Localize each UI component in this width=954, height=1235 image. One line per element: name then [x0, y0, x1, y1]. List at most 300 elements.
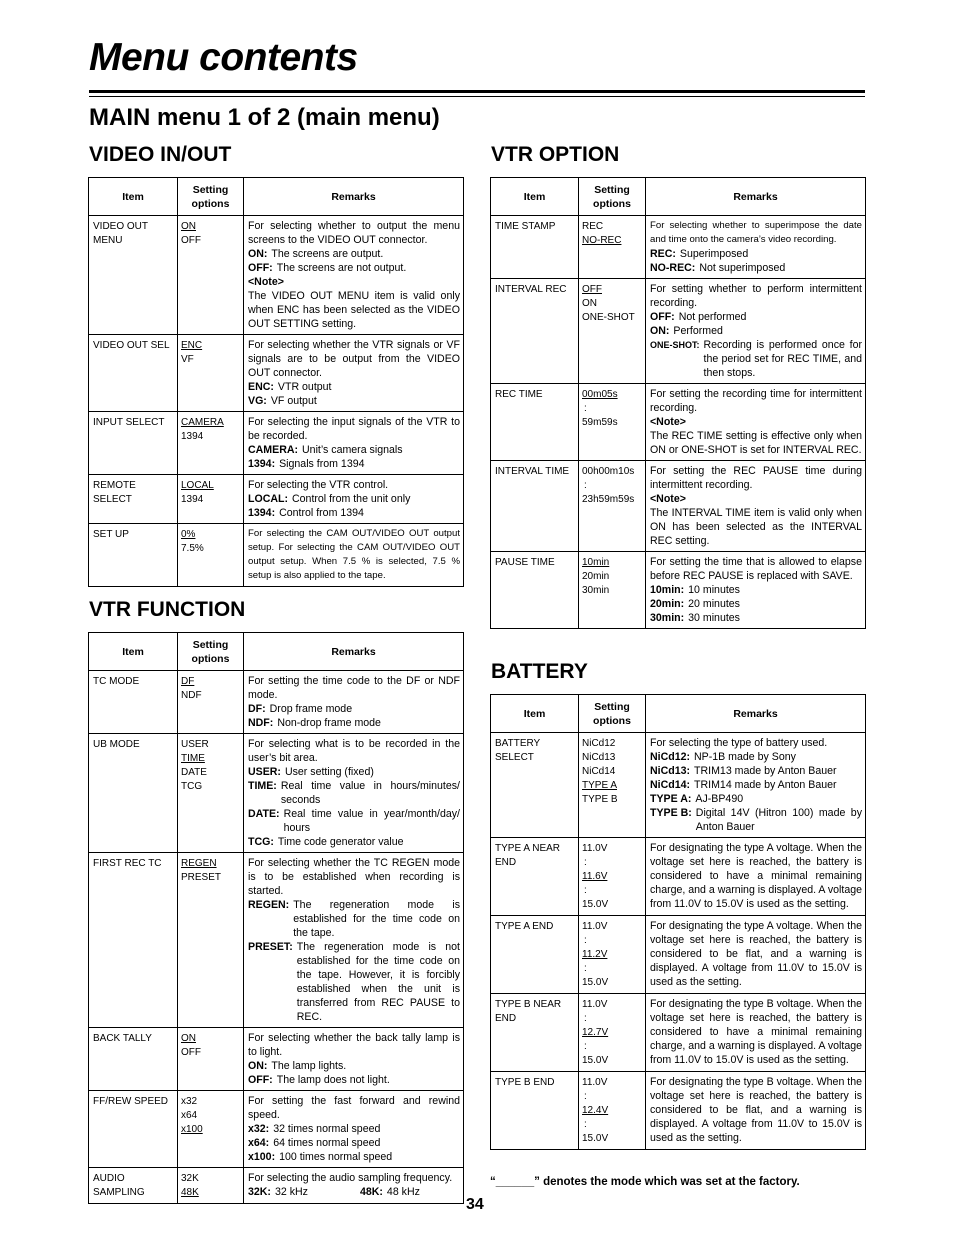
main-menu-heading: MAIN menu 1 of 2 (main menu): [89, 104, 440, 131]
setting-option: x64: [181, 1110, 198, 1121]
setting-option: :: [584, 857, 587, 868]
option-value: Control from 1394: [279, 507, 364, 519]
option-value: Recording is performed once for the period set for REC TIME, and then stops.: [703, 339, 862, 379]
remarks: [244, 671, 464, 734]
remarks-description: For setting the REC PAUSE time during intermittent recording.: [650, 465, 862, 491]
option-definition: [248, 261, 460, 275]
setting-options: [579, 838, 646, 916]
option-key: x100:: [248, 1151, 276, 1163]
table-row: [491, 994, 866, 1072]
option-definition: [650, 750, 862, 764]
setting-option: NiCd14: [582, 766, 616, 777]
column-header-remarks: Remarks: [244, 633, 464, 671]
page-title: Menu contents: [89, 36, 358, 79]
option-value: 32 kHz: [274, 1186, 308, 1198]
remarks: [646, 552, 866, 629]
option-value: Drop frame mode: [269, 703, 353, 715]
item-name: AUDIO SAMPLING: [89, 1168, 178, 1204]
remarks-description: For setting the fast forward and rewind speed.: [248, 1095, 460, 1121]
option-value: The lamp does not light.: [276, 1074, 390, 1086]
option-value: Not superimposed: [699, 262, 786, 274]
column-header-remarks: Remarks: [646, 178, 866, 216]
table-row: [89, 853, 464, 1028]
option-value: Control from the unit only: [292, 493, 411, 505]
setting-options: [178, 524, 244, 587]
setting-option: 48K: [181, 1187, 199, 1198]
remarks-description: For designating the type B voltage. When the voltage set here is reached, the battery is considered to be flat, and a warning is displayed. A voltage from 11.0V to 15.0V is used as the setting.: [650, 1076, 863, 1144]
option-value: Non-drop frame mode: [277, 717, 381, 729]
remarks: [646, 461, 866, 552]
setting-option: 23h59m59s: [582, 494, 635, 505]
option-value: VTR output: [277, 381, 332, 393]
video-inout-heading: VIDEO IN/OUT: [89, 143, 232, 166]
setting-options: [178, 671, 244, 734]
setting-options: [178, 412, 244, 475]
note-label: <Note>: [650, 493, 686, 505]
setting-option: 10min: [582, 557, 610, 568]
setting-options: [178, 475, 244, 524]
option-key: ONE-SHOT:: [650, 340, 700, 350]
remarks-description: For setting the recording time for intermittent recording.: [650, 388, 862, 414]
setting-option: 00h00m10s: [582, 466, 635, 477]
option-value: Not performed: [678, 311, 747, 323]
remarks: [244, 734, 464, 853]
remarks-description: For selecting the audio sampling frequency.: [248, 1172, 453, 1184]
option-definition: [248, 765, 460, 779]
option-definition: [650, 778, 862, 792]
setting-option: 32K: [181, 1173, 199, 1184]
option-definition: [248, 835, 460, 849]
setting-option: OFF: [181, 235, 201, 246]
remarks-description: For setting whether to perform intermittent recording.: [650, 283, 862, 309]
note-text: The REC TIME setting is effective only when ON or ONE-SHOT is set for INTERVAL REC.: [650, 430, 862, 456]
setting-option: CAMERA: [181, 417, 224, 428]
setting-options: [178, 335, 244, 412]
remarks: [244, 524, 464, 587]
remarks: [244, 335, 464, 412]
setting-option: 00m05s: [582, 389, 618, 400]
setting-options: [579, 994, 646, 1072]
option-definition: [650, 583, 862, 597]
option-key: NiCd12:: [650, 751, 691, 763]
option-definition: [650, 792, 862, 806]
option-definition: [248, 807, 460, 835]
setting-option: OFF: [181, 1047, 201, 1058]
setting-option: :: [584, 1041, 587, 1052]
remarks: [244, 412, 464, 475]
option-key: ON:: [248, 1060, 268, 1072]
setting-option: :: [584, 403, 587, 414]
option-value: NP-1B made by Sony: [694, 751, 796, 763]
option-definition: [248, 1122, 460, 1136]
item-name: INPUT SELECT: [89, 412, 178, 475]
option-definition: [248, 1136, 460, 1150]
setting-option: NDF: [181, 690, 202, 701]
option-key: REGEN:: [248, 899, 290, 911]
option-value: 100 times normal speed: [279, 1151, 393, 1163]
table-row: [89, 1168, 464, 1204]
setting-option: x100: [181, 1124, 203, 1135]
option-key: NiCd13:: [650, 765, 691, 777]
column-header-remarks: Remarks: [646, 695, 866, 733]
option-value: Real time value in hours/minutes/ seconds: [280, 780, 460, 806]
option-value: 10 minutes: [688, 584, 740, 596]
option-key: 20min:: [650, 598, 685, 610]
remarks-description: For selecting the type of battery used.: [650, 737, 828, 749]
option-value: The lamp lights.: [271, 1060, 347, 1072]
option-definition: [650, 806, 862, 834]
option-value: VF output: [270, 395, 317, 407]
option-definition: [650, 324, 862, 338]
item-name: PAUSE TIME: [491, 552, 579, 629]
setting-options: [579, 279, 646, 384]
option-key: VG:: [248, 395, 267, 407]
battery-rows: [491, 733, 866, 1150]
setting-option: ONE-SHOT: [582, 312, 635, 323]
table-row: [491, 384, 866, 461]
setting-options: [178, 1028, 244, 1091]
remarks: [646, 384, 866, 461]
setting-option: 15.0V: [582, 1133, 609, 1144]
setting-options: [178, 853, 244, 1028]
remarks-description: For selecting the VTR control.: [248, 479, 389, 491]
setting-option: 11.0V: [582, 999, 608, 1010]
remarks-description: For setting the time code to the DF or NDF mode.: [248, 675, 460, 701]
remarks-description: For selecting whether the back tally lamp is to light.: [248, 1032, 460, 1058]
option-definition: [248, 506, 460, 520]
option-definition: [248, 779, 460, 807]
setting-option: 1394: [181, 494, 204, 505]
option-key: DATE:: [248, 808, 280, 820]
setting-option: 12.7V: [582, 1027, 609, 1038]
setting-option: NO-REC: [582, 235, 622, 246]
table-row: [89, 335, 464, 412]
item-name: TYPE A NEAR END: [491, 838, 579, 916]
option-key: REC:: [650, 248, 676, 260]
setting-option: OFF: [582, 284, 602, 295]
setting-option: 7.5%: [181, 543, 204, 554]
item-name: BACK TALLY: [89, 1028, 178, 1091]
remarks: [646, 1072, 866, 1150]
vtr-option-rows: [491, 216, 866, 629]
setting-option: NiCd12: [582, 738, 616, 749]
setting-options: [579, 461, 646, 552]
item-name: VIDEO OUT SEL: [89, 335, 178, 412]
setting-options: [579, 916, 646, 994]
option-key: NDF:: [248, 717, 274, 729]
remarks-description: For designating the type A voltage. When the voltage set here is reached, the battery is considered to be flat, and a warning is displayed. A voltage from 11.0V to 15.0V is used as the setting.: [650, 920, 862, 988]
remarks-description: For selecting whether to output the menu screens to the VIDEO OUT connector.: [248, 220, 460, 246]
setting-option: :: [584, 1013, 587, 1024]
option-definition: [650, 597, 862, 611]
setting-option: 1394: [181, 431, 204, 442]
item-name: TC MODE: [89, 671, 178, 734]
setting-options: [579, 552, 646, 629]
column-header-item: Item: [89, 633, 178, 671]
setting-option: 12.4V: [582, 1105, 609, 1116]
option-value: Real time value in year/month/day/ hours: [283, 808, 460, 834]
remarks-description: For designating the type B voltage. When the voltage set here is reached, the battery is considered to have a minimal remaining charge, and a warning is displayed. A voltage from 11.0V to 15.0V is used as the setting.: [650, 998, 863, 1066]
battery-heading: BATTERY: [491, 660, 588, 683]
option-definition: [248, 394, 460, 408]
option-value: AJ-BP490: [695, 793, 744, 805]
option-definition: [650, 338, 862, 380]
column-header-item: Item: [491, 695, 579, 733]
table-row: [491, 552, 866, 629]
option-definition: [248, 1073, 460, 1087]
option-value: 48 kHz: [386, 1186, 420, 1198]
option-key: 48K:: [359, 1186, 383, 1198]
video-inout-table: [88, 177, 464, 587]
table-row: [491, 733, 866, 838]
option-value: Time code generator value: [277, 836, 404, 848]
table-row: [89, 216, 464, 335]
item-name: TYPE B NEAR END: [491, 994, 579, 1072]
item-name: SET UP: [89, 524, 178, 587]
note-text: The VIDEO OUT MENU item is valid only when ENC has been selected as the VIDEO OUT SETTING setting.: [248, 290, 460, 330]
option-value: 20 minutes: [688, 598, 740, 610]
option-key: OFF:: [650, 311, 675, 323]
remarks: [646, 838, 866, 916]
setting-option: 30min: [582, 585, 610, 596]
option-key: 30min:: [650, 612, 685, 624]
setting-option: VF: [181, 354, 194, 365]
video-inout-rows: [89, 216, 464, 587]
setting-option: TYPE B: [582, 794, 618, 805]
setting-option: ON: [181, 221, 196, 232]
option-value: 64 times normal speed: [273, 1137, 381, 1149]
option-key: USER:: [248, 766, 281, 778]
option-definition: [248, 716, 460, 730]
option-definition: [248, 898, 460, 940]
column-header-setting-options: Setting options: [579, 695, 646, 733]
remarks-description: For selecting the CAM OUT/VIDEO OUT output setup. For selecting the CAM OUT/VIDEO OUT output setup. When 7.5 % is selected, 7.5 % setup is also applied to the tape.: [248, 528, 460, 581]
option-value: The screens are output.: [271, 248, 384, 260]
option-definition: [650, 261, 862, 275]
remarks: [646, 916, 866, 994]
setting-option: 15.0V: [582, 1055, 609, 1066]
table-row: [491, 216, 866, 279]
setting-option: ENC: [181, 340, 203, 351]
option-definition: [248, 443, 460, 457]
table-row: [89, 475, 464, 524]
option-value: The regeneration mode is not established for the time code on the tape. However, it is forcibly established when the unit is transferred from REC PAUSE to REC.: [296, 941, 460, 1023]
setting-option: TYPE A: [582, 780, 618, 791]
setting-option: DATE: [181, 767, 207, 778]
item-name: FF/REW SPEED: [89, 1091, 178, 1168]
table-row: [89, 1091, 464, 1168]
table-row: [491, 1072, 866, 1150]
option-value: Performed: [673, 325, 723, 337]
column-header-setting-options: Setting options: [579, 178, 646, 216]
option-value: Superimposed: [679, 248, 749, 260]
column-header-item: Item: [491, 178, 579, 216]
option-definition: [248, 380, 460, 394]
option-definition: [650, 764, 862, 778]
option-value: Signals from 1394: [279, 458, 365, 470]
setting-option: 59m59s: [582, 417, 618, 428]
option-key: LOCAL:: [248, 493, 289, 505]
remarks-description: For selecting whether the TC REGEN mode is to be established when recording is started.: [248, 857, 460, 897]
remarks: [646, 994, 866, 1072]
setting-option: :: [584, 480, 587, 491]
setting-option: 11.0V: [582, 1077, 608, 1088]
setting-option: 11.2V: [582, 949, 608, 960]
setting-option: :: [584, 1119, 587, 1130]
remarks: [244, 1028, 464, 1091]
setting-options: [579, 384, 646, 461]
remarks: [646, 733, 866, 838]
vtr-option-table: [490, 177, 866, 629]
setting-options: [579, 733, 646, 838]
item-name: INTERVAL TIME: [491, 461, 579, 552]
setting-option: PRESET: [181, 872, 222, 883]
page-number: 34: [466, 1196, 484, 1213]
setting-option: LOCAL: [181, 480, 214, 491]
setting-option: 0%: [181, 529, 196, 540]
title-rule-thin: [89, 96, 865, 97]
setting-options: [579, 216, 646, 279]
option-key: DF:: [248, 703, 266, 715]
option-key: 32K:: [248, 1186, 271, 1198]
option-key: NO-REC:: [650, 262, 696, 274]
setting-option: USER: [181, 739, 209, 750]
battery-table: [490, 694, 866, 1150]
option-key: TCG:: [248, 836, 274, 848]
setting-option: DF: [181, 676, 195, 687]
item-name: VIDEO OUT MENU: [89, 216, 178, 335]
setting-option: 15.0V: [582, 899, 609, 910]
table-row: [491, 838, 866, 916]
table-row: [491, 279, 866, 384]
option-definition: [248, 492, 460, 506]
option-key: 1394:: [248, 458, 276, 470]
remarks-description: For setting the time that is allowed to elapse before REC PAUSE is replaced with SAVE.: [650, 556, 862, 582]
setting-option: REC: [582, 221, 604, 232]
note-text: The INTERVAL TIME item is valid only when ON has been selected as the INTERVAL REC setting.: [650, 507, 862, 547]
setting-options: [178, 216, 244, 335]
option-key: TYPE B:: [650, 807, 692, 819]
option-definition: [248, 1059, 460, 1073]
vtr-function-heading: VTR FUNCTION: [89, 598, 246, 621]
remarks: [646, 216, 866, 279]
table-row: [491, 916, 866, 994]
remarks-description: For selecting whether the VTR signals or VF signals are to be output from the VIDEO OUT connector.: [248, 339, 460, 379]
column-header-item: Item: [89, 178, 178, 216]
remarks: [244, 216, 464, 335]
column-header-setting-options: Setting options: [178, 178, 244, 216]
setting-option: :: [584, 935, 587, 946]
option-key: ON:: [248, 248, 268, 260]
factory-default-footnote: “______” denotes the mode which was set at the factory.: [490, 1176, 800, 1188]
option-key: NiCd14:: [650, 779, 691, 791]
option-key: 10min:: [650, 584, 685, 596]
remarks-description: For selecting whether to superimpose the date and time onto the camera’s video recording.: [650, 220, 862, 245]
vtr-function-table: [88, 632, 464, 1204]
setting-option: 15.0V: [582, 977, 609, 988]
option-value: The screens are not output.: [276, 262, 407, 274]
note-label: <Note>: [650, 416, 686, 428]
setting-options: [178, 734, 244, 853]
option-value: TRIM13 made by Anton Bauer: [694, 765, 837, 777]
setting-option: :: [584, 1091, 587, 1102]
setting-option: 11.0V: [582, 921, 608, 932]
item-name: TYPE A END: [491, 916, 579, 994]
option-value: Unit’s camera signals: [302, 444, 403, 456]
item-name: FIRST REC TC: [89, 853, 178, 1028]
remarks: [244, 853, 464, 1028]
setting-option: ON: [582, 298, 597, 309]
column-header-setting-options: Setting options: [178, 633, 244, 671]
setting-option: TIME: [181, 753, 205, 764]
item-name: INTERVAL REC: [491, 279, 579, 384]
item-name: REMOTE SELECT: [89, 475, 178, 524]
option-key: OFF:: [248, 262, 273, 274]
table-row: [89, 1028, 464, 1091]
option-value: User setting (fixed): [284, 766, 374, 778]
inline-definitions: [248, 1185, 460, 1199]
item-name: UB MODE: [89, 734, 178, 853]
option-value: 32 times normal speed: [273, 1123, 381, 1135]
option-key: ENC:: [248, 381, 274, 393]
remarks: [646, 279, 866, 384]
setting-option: :: [584, 963, 587, 974]
vtr-function-rows: [89, 671, 464, 1204]
setting-option: :: [584, 885, 587, 896]
setting-option: ON: [181, 1033, 196, 1044]
setting-option: 11.0V: [582, 843, 608, 854]
option-value: 30 minutes: [688, 612, 740, 624]
setting-options: [178, 1091, 244, 1168]
option-key: OFF:: [248, 1074, 273, 1086]
remarks: [244, 1168, 464, 1204]
table-row: [89, 734, 464, 853]
setting-option: 11.6V: [582, 871, 608, 882]
setting-option: 20min: [582, 571, 610, 582]
table-row: [491, 461, 866, 552]
option-value: The regeneration mode is established for the time code on the tape.: [293, 899, 460, 939]
title-rule-thick: [89, 90, 865, 93]
remarks-description: For selecting what is to be recorded in the user’s bit area.: [248, 738, 460, 764]
setting-options: [178, 1168, 244, 1204]
option-definition: [248, 1150, 460, 1164]
item-name: TIME STAMP: [491, 216, 579, 279]
option-key: CAMERA:: [248, 444, 299, 456]
item-name: TYPE B END: [491, 1072, 579, 1150]
remarks: [244, 475, 464, 524]
option-definition: [248, 702, 460, 716]
vtr-option-heading: VTR OPTION: [491, 143, 620, 166]
option-key: ON:: [650, 325, 670, 337]
table-row: [89, 524, 464, 587]
option-definition: [650, 247, 862, 261]
remarks-description: For designating the type A voltage. When the voltage set here is reached, the battery is considered to have a minimal remaining charge, and a warning is displayed. A voltage from 11.0V to 15.0V is used as the setting.: [650, 842, 863, 910]
column-header-remarks: Remarks: [244, 178, 464, 216]
option-value: TRIM14 made by Anton Bauer: [694, 779, 837, 791]
option-definition: [248, 457, 460, 471]
setting-option: REGEN: [181, 858, 217, 869]
setting-option: x32: [181, 1096, 198, 1107]
setting-options: [579, 1072, 646, 1150]
remarks-description: For selecting the input signals of the VTR to be recorded.: [248, 416, 460, 442]
option-definition: [650, 611, 862, 625]
setting-option: TCG: [181, 781, 203, 792]
option-key: x32:: [248, 1123, 270, 1135]
item-name: REC TIME: [491, 384, 579, 461]
item-name: BATTERY SELECT: [491, 733, 579, 838]
option-value: Digital 14V (Hitron 100) made by Anton Bauer: [695, 807, 862, 833]
option-key: x64:: [248, 1137, 270, 1149]
